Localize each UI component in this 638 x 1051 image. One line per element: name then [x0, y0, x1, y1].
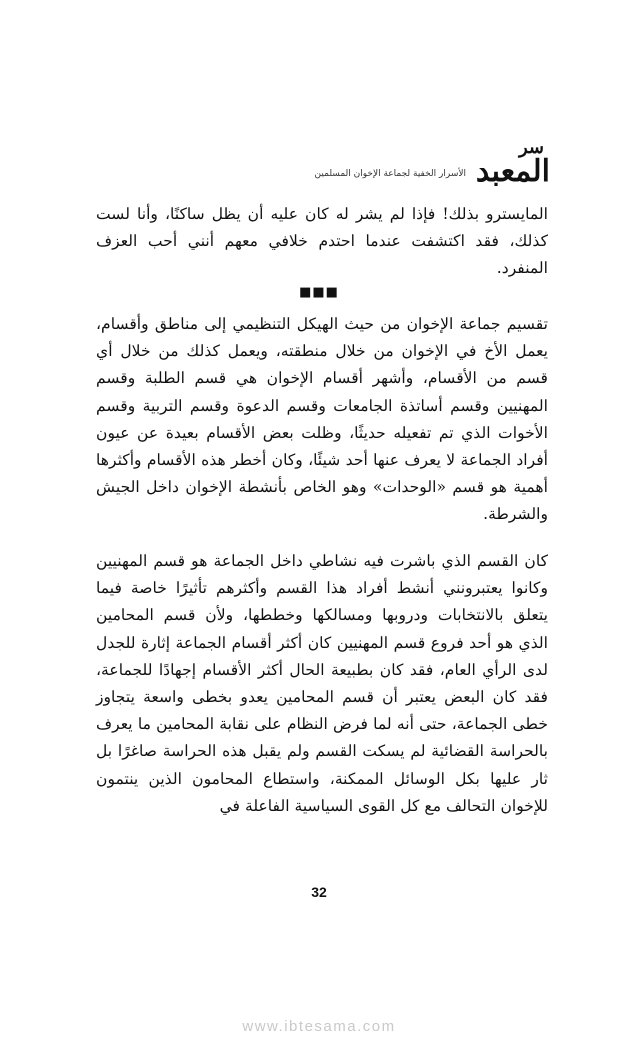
watermark-link: www.ibtesama.com — [242, 1018, 396, 1035]
paragraph-2: تقسيم جماعة الإخوان من حيث الهيكل التنظيمي إلى مناطق وأقسام، يعمل الأخ في الإخوان من خلال منطقته، ويعمل كذلك من خلال أي قسم من الأقسام، وأشهر أقسام الإخوان هي قسم الطلبة وقسم المهنيين وقسم أساتذة الجامعات وقسم الدعوة وقسم التربية وقسم الأخوات الذي تم تفعيله حديثًا، وظلت بعض الأقسام بعيدة عن عيون أفراد الجماعة لا يعرف عنها أحد شيئًا، وكان أخطر هذه الأقسام وأكثرها أهمية هو قسم «الوحدات» وهو الخاص بأنشطة الإخوان داخل الجيش والشرطة. — [96, 315, 548, 524]
logo-top-word: سر — [518, 137, 544, 158]
section-separator: ■■■ — [299, 285, 339, 300]
book-subtitle: الأسرار الخفية لجماعة الإخوان المسلمين — [314, 169, 466, 179]
logo-main-word: المعبد — [475, 154, 550, 189]
paragraph-1: المايسترو بذلك! فإذا لم يشر له كان عليه أن يظل ساكنًا، وأنا لست كذلك، فقد اكتشفت عندما احتدم خلافي معهم أنني أحب العزف المنفرد. — [96, 205, 548, 278]
paragraph-3: كان القسم الذي باشرت فيه نشاطي داخل الجماعة هو قسم المهنيين وكانوا يعتبرونني أنشط أفراد هذا القسم وأكثرهم تأثيرًا خاصة فيما يتعلق بالانتخابات ودروبها ومسالكها وخططها، ولأن قسم المحامين الذي هو أحد فروع قسم المهنيين كان أكثر أقسام الجماعة إثارة للجدل لدى الرأي العام، فقد كان بطبيعة الحال أكثر الأقسام إجهادًا للجماعة، فقد كان البعض يعتبر أن قسم المحامين يعدو بخطى واسعة يتجاوز خطى الجماعة، حتى أنه لما فرض النظام على نقابة المحامين ما يعرف بالحراسة القضائية لم يسكت القسم ولم يقبل هذه الحراسة صاغرًا بل ثار عليها بكل الوسائل الممكنة، واستطاع المحامون الذين ينتمون للإخوان التحالف مع كل القوى السياسية الفاعلة في — [96, 552, 548, 815]
page-number: 32 — [311, 884, 327, 900]
book-logo — [475, 137, 550, 189]
page-header — [140, 138, 550, 188]
